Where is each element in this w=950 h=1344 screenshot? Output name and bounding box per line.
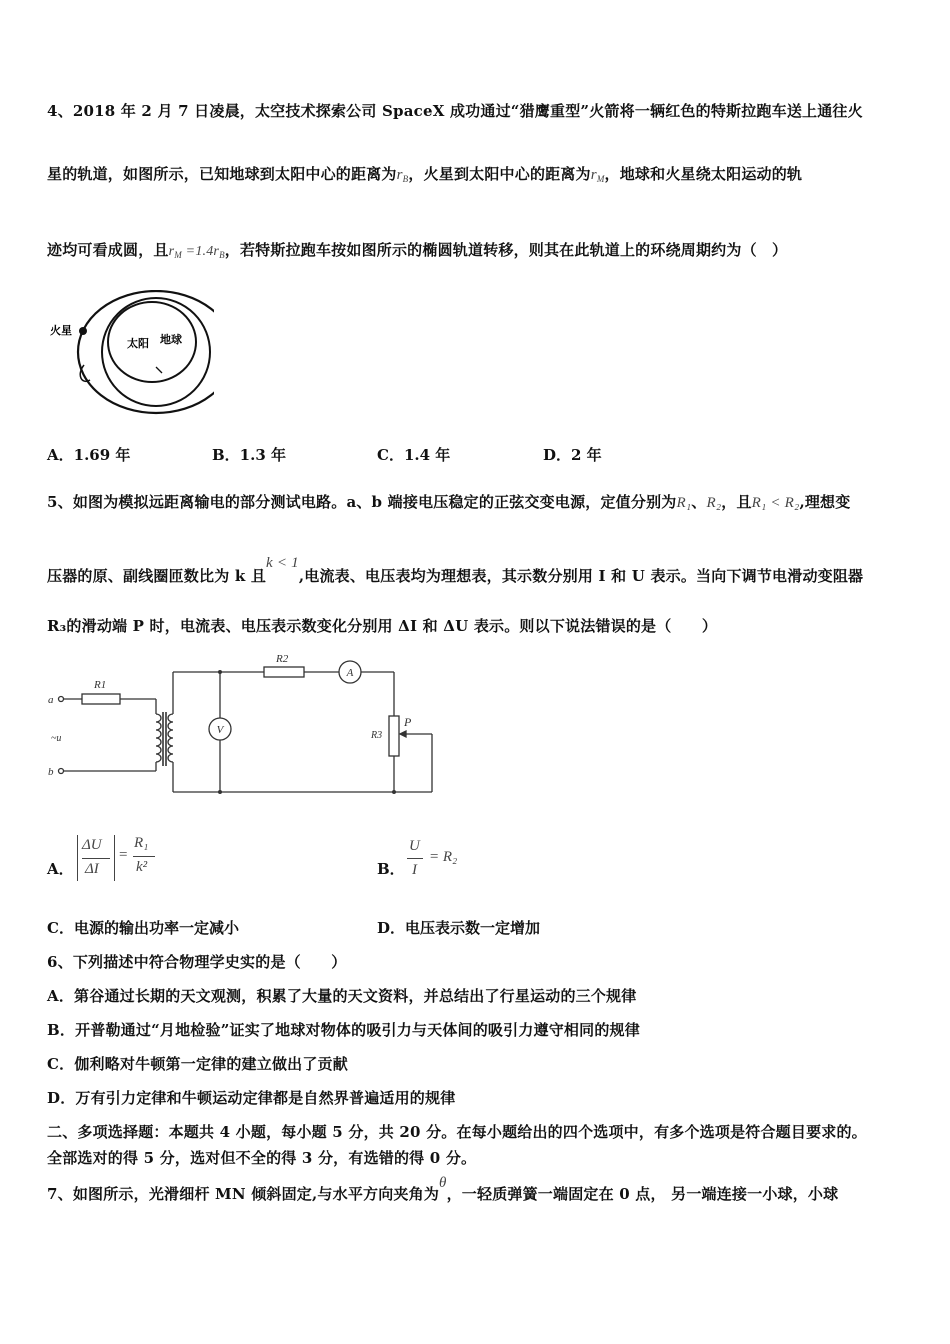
radius-equation: $r_M =1.4r_B$ — [168, 244, 225, 260]
section2-line-1: 二、多项选择题：本题共 4 小题，每小题 5 分，共 20 分。在每小题给出的四个选项中，有多个选项是符合题目要求的。 — [47, 1123, 867, 1141]
r1-lt-r2: R₁ < R₂ — [751, 495, 800, 511]
circuit-diagram — [44, 648, 444, 798]
r-mars-symbol: $r_M$ — [590, 167, 605, 184]
q5-option-d[interactable]: D．电压表示数一定增加 — [377, 919, 541, 937]
earth-orbit — [108, 302, 196, 382]
k-lt-1: k < 1 — [266, 555, 299, 571]
voltmeter-label: V — [216, 724, 224, 736]
q5-text: 压器的原、副线圈匝数比为 k 且 — [47, 567, 267, 585]
q4-line-2 — [47, 163, 802, 184]
terminal-b-label: b — [48, 766, 54, 778]
k-squared: k² — [136, 859, 148, 875]
r2-label: R2 — [276, 653, 289, 665]
q5-option-a-label[interactable]: A． — [47, 860, 74, 878]
q6-option-d[interactable]: D．万有引力定律和牛顿运动定律都是自然界普遍适用的规律 — [47, 1089, 456, 1107]
q6-option-b[interactable]: B．开普勒通过“月地检验”证实了地球对物体的吸引力与天体间的吸引力遵守相同的规律 — [47, 1021, 640, 1039]
q4-text: ，火星到太阳中心的距离为 — [408, 165, 591, 183]
q5-line-2 — [47, 555, 864, 586]
q4-text: ，若特斯拉跑车按如图所示的椭圆轨道转移，则其在此轨道上的环绕周期约为（ ） — [224, 241, 788, 259]
orbit-diagram — [44, 290, 214, 420]
r-earth-symbol: $r_B$ — [396, 167, 409, 184]
q4-text: ，地球和火星绕太阳运动的轨 — [604, 165, 803, 183]
r2-symbol: R₂ — [706, 495, 722, 511]
q5-text: ,理想变 — [799, 493, 851, 511]
q4-option-a[interactable]: A．1.69 年 — [47, 446, 131, 464]
delta-u: ΔU — [82, 837, 102, 853]
delta-i: ΔI — [85, 861, 99, 877]
q4-line-1: 4、2018 年 2 月 7 日凌晨，太空技术探索公司 SpaceX 成功通过“猎鹰重型”火箭将一辆红色的特斯拉跑车送上通往火 — [47, 102, 863, 120]
section2-line-2: 全部选对的得 5 分，选对但不全的得 3 分，有选错的得 0 分。 — [47, 1149, 477, 1167]
q4-option-b[interactable]: B．1.3 年 — [212, 446, 286, 464]
q4-text: 迹均可看成圆，且 — [47, 241, 169, 259]
q4-option-c[interactable]: C．1.4 年 — [377, 446, 451, 464]
r1-symbol: R₁ — [676, 495, 692, 511]
q6-stem: 6、下列描述中符合物理学史实的是（ ） — [47, 953, 347, 971]
q5-line-1: 5、如图为模拟远距离输电的部分测试电路。a、b 端接电压稳定的正弦交变电源，定值分别为R₁、R₂，且R₁ < R₂,理想变 — [47, 493, 851, 511]
r1-label: R1 — [94, 679, 107, 691]
q5-option-b-formula: U I = R₂ — [409, 838, 458, 878]
q7-text: ，一轻质弹簧一端固定在 0 点， 另一端连接一小球，小球 — [446, 1185, 839, 1203]
q5-text: ，且 — [721, 493, 752, 511]
q6-option-c[interactable]: C．伽利略对牛顿第一定律的建立做出了贡献 — [47, 1055, 348, 1073]
r1-numerator: R₁ — [134, 835, 149, 851]
slider-p-label: P — [404, 715, 412, 729]
mars-dot — [79, 327, 87, 335]
q7-text: 7、如图所示，光滑细杆 MN 倾斜固定,与水平方向夹角为 — [47, 1185, 440, 1203]
q5-text: 5、如图为模拟远距离输电的部分测试电路。a、b 端接电压稳定的正弦交变电源，定值分别为 — [47, 493, 677, 511]
q5-line-3: R₃的滑动端 P 时，电流表、电压表示数变化分别用 ΔI 和 ΔU 表示。则以下说法错误的是（ ） — [47, 617, 718, 635]
sun-label: 太阳 — [127, 338, 149, 350]
mars-label: 火星 — [50, 325, 72, 337]
q5-text: ,电流表、电压表均为理想表，其示数分别用 I 和 U 表示。当向下调节电滑动变阻器 — [298, 567, 864, 585]
theta-symbol: θ — [439, 1175, 447, 1191]
r3-label: R3 — [371, 730, 383, 741]
q4-text: 星的轨道，如图所示，已知地球到太阳中心的距离为 — [47, 165, 397, 183]
transfer-orbit — [78, 291, 214, 413]
ammeter-label: A — [346, 667, 354, 679]
q4-option-d[interactable]: D．2 年 — [543, 446, 602, 464]
q4-line-3 — [47, 239, 787, 260]
q5-option-b-label[interactable]: B． — [377, 860, 405, 878]
q6-option-a[interactable]: A．第谷通过长期的天文观测，积累了大量的天文资料，并总结出了行星运动的三个规律 — [47, 987, 637, 1005]
terminal-a-label: a — [48, 694, 54, 706]
q7-line-1 — [47, 1175, 839, 1204]
earth-label: 地球 — [160, 334, 182, 346]
q5-option-c[interactable]: C．电源的输出功率一定减小 — [47, 919, 239, 937]
q5-option-a-formula: ΔU ΔI = R₁ k² — [74, 833, 164, 883]
source-label: ~u — [51, 733, 62, 744]
